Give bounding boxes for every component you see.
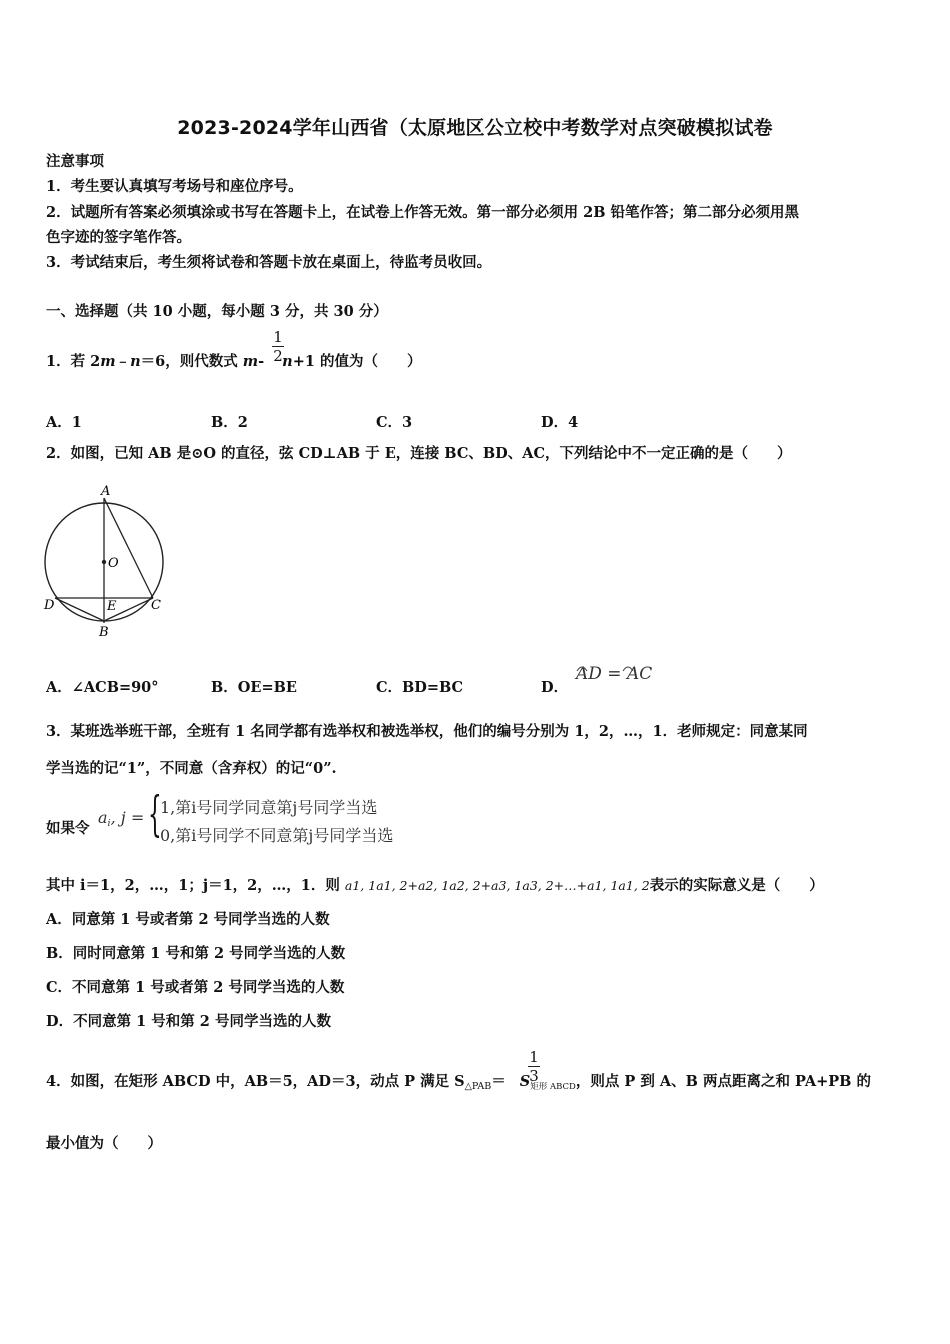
- q1-var-n: n: [130, 353, 141, 370]
- question-4-line-2: 最小值为（ ）: [46, 1135, 162, 1152]
- question-4-line-1: [46, 1072, 871, 1097]
- q3-option-b[interactable]: B．同时同意第 1 号和第 2 号同学当选的人数: [46, 945, 346, 962]
- q1-var-m2: m: [242, 353, 259, 370]
- q4-frac-num: 1: [529, 1048, 539, 1066]
- center-point: [102, 560, 106, 564]
- q3-var-sub: i: [107, 818, 111, 829]
- q2-option-d[interactable]: D．: [541, 679, 569, 696]
- page-title: 2023-2024学年山西省（太原地区公立校中考数学对点突破模拟试卷: [177, 117, 773, 139]
- q3-stem-expr: a1, 1a1, 2+a2, 1a2, 2+a3, 1a3, 2+…+a1, 1a1, 2: [344, 878, 650, 893]
- q3-option-d[interactable]: D．不同意第 1 号和第 2 号同学当选的人数: [46, 1013, 331, 1030]
- q1-eq: ＝6，则代数式: [140, 353, 243, 370]
- question-3-line-1: 3．某班选举班干部，全班有 1 名同学都有选举权和被选举权，他们的编号分别为 1，2，…，1．老师规定：同意某同: [46, 723, 808, 740]
- q3-var-a: a: [98, 808, 108, 827]
- q4-s-sub: △PAB: [464, 1081, 492, 1092]
- label-c: C: [151, 598, 161, 613]
- q2-option-c[interactable]: C．BD=BC: [376, 679, 464, 696]
- q3-stem-suffix: 表示的实际意义是（ ）: [649, 877, 824, 894]
- q4-fraction: [527, 1048, 541, 1085]
- q1-frac-den: 2: [273, 347, 283, 365]
- notice-heading: 注意事项: [46, 153, 104, 170]
- q1-option-b[interactable]: B．2: [211, 414, 248, 431]
- label-o: O: [108, 556, 119, 571]
- q3-stem-prefix: 其中 i＝1，2，…，1；j＝1，2，…，1．则: [46, 877, 345, 894]
- q3-case-1: 1,第i号同学同意第j号同学当选: [160, 798, 378, 817]
- label-a: A: [101, 484, 111, 499]
- q2-option-b[interactable]: B．OE=BE: [211, 679, 297, 696]
- q1-dash: -: [258, 353, 265, 370]
- q2-option-a[interactable]: A．∠ACB=90°: [46, 679, 159, 696]
- notice-item-2: 2．试题所有答案必须填涂或书写在答题卡上，在试卷上作答无效。第一部分必须用 2B 铅笔作答；第二部分必须用黑: [46, 204, 800, 221]
- q1-frac-num: 1: [273, 328, 283, 346]
- q1-tail: +1 的值为（ ）: [292, 353, 422, 370]
- q1-fraction: [271, 328, 285, 365]
- notice-item-1: 1．考生要认真填写考场号和座位序号。: [46, 178, 303, 195]
- label-d: D: [44, 598, 55, 613]
- q3-definition-label: 如果令: [46, 820, 90, 837]
- question-2: 2．如图，已知 AB 是⊙O 的直径，弦 CD⊥AB 于 E，连接 BC、BD、AC，下列结论中不一定正确的是（ ）: [46, 445, 792, 462]
- q1-prefix: 1．若 2: [46, 353, 101, 370]
- notice-item-3: 3．考试结束后，考生须将试卷和答题卡放在桌面上，待监考员收回。: [46, 254, 492, 271]
- q2-circle-figure: [38, 482, 170, 642]
- q4-tail: ，则点 P 到 A、B 两点距离之和 PA+PB 的: [575, 1073, 871, 1090]
- q3-option-a[interactable]: A．同意第 1 号或者第 2 号同学当选的人数: [46, 911, 330, 928]
- arc-marks: [576, 662, 656, 672]
- q4-s2: S: [519, 1073, 531, 1090]
- q3-stem: [46, 876, 824, 896]
- segment-bd: [55, 598, 104, 621]
- q3-var-tail: , j =: [110, 808, 145, 827]
- q4-prefix: 4．如图，在矩形 ABCD 中，AB＝5，AD＝3，动点 P 满足 S: [46, 1073, 465, 1090]
- q1-minus: ﹣: [115, 353, 131, 370]
- q1-option-a[interactable]: A．1: [46, 414, 82, 431]
- q4-s2-sub: 矩形 ABCD: [530, 1082, 576, 1092]
- q3-var-aij: [98, 808, 144, 829]
- q4-frac-den: 3: [529, 1067, 539, 1085]
- arc-mark-ac: [623, 667, 633, 671]
- q1-var-n2: n: [282, 353, 293, 370]
- notice-item-2-cont: 色字迹的签字笔作答。: [46, 229, 191, 246]
- q1-option-d[interactable]: D．4: [541, 414, 579, 431]
- label-b: B: [99, 625, 109, 640]
- section-heading: 一、选择题（共 10 小题，每小题 3 分，共 30 分）: [46, 303, 388, 320]
- q1-var-m: m: [100, 353, 116, 370]
- q3-brace: {: [148, 786, 162, 842]
- q2-option-d-math: AD = AC: [576, 664, 653, 684]
- label-e: E: [107, 599, 117, 614]
- segment-ac: [104, 498, 153, 598]
- question-3-line-2: 学当选的记“1”，不同意（含弃权）的记“0”.: [46, 760, 337, 777]
- q4-eq: ＝: [491, 1073, 506, 1090]
- q1-option-c[interactable]: C．3: [376, 414, 413, 431]
- arc-mark-ad: [577, 667, 587, 671]
- question-1: [46, 352, 421, 372]
- q3-case-2: 0,第i号同学不同意第j号同学当选: [160, 826, 394, 845]
- q3-option-c[interactable]: C．不同意第 1 号或者第 2 号同学当选的人数: [46, 979, 345, 996]
